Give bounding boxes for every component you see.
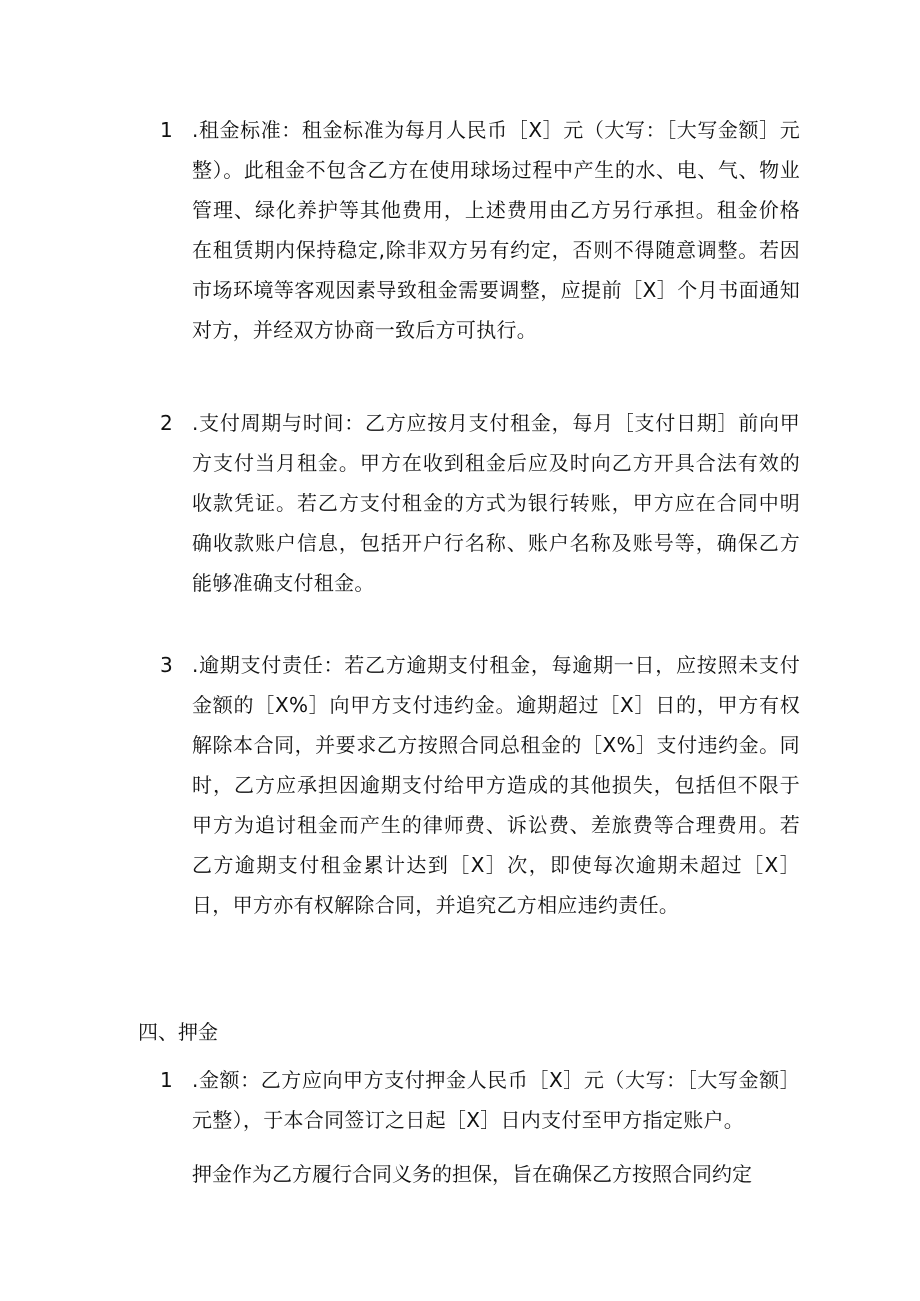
clause-number: 2 bbox=[160, 411, 173, 435]
clause-text: .支付周期与时间：乙方应按月支付租金，每月［支付日期］前向甲方支付当月租金。甲方在收到租金后应及时向乙方开具合法有效的收款凭证。若乙方支付租金的方式为银行转账，甲方应在合同中明确收款账户信息，包括开户行名称、账户名称及账号等，确保乙方能够准确支付租金。 bbox=[192, 411, 800, 595]
late-payment-clause bbox=[160, 645, 800, 925]
clause-number: 3 bbox=[160, 653, 173, 677]
rent-standard-clause bbox=[160, 110, 800, 350]
clause-text: .逾期支付责任：若乙方逾期支付租金，每逾期一日，应按照未支付金额的［X%］向甲方支付违约金。逾期超过［X］日的，甲方有权解除本合同，并要求乙方按照合同总租金的［X%］支付违约金。同时，乙方应承担因逾期支付给甲方造成的其他损失，包括但不限于甲方为追讨租金而产生的律师费、诉讼费、差旅费等合理费用。若乙方逾期支付租金累计达到［X］次，即使每次逾期未超过［X］日，甲方亦有权解除合同，并追究乙方相应违约责任。 bbox=[192, 653, 800, 917]
deposit-purpose-paragraph: 押金作为乙方履行合同义务的担保，旨在确保乙方按照合同约定 bbox=[192, 1162, 752, 1186]
clause-text: .金额：乙方应向甲方支付押金人民币［X］元（大写：［大写金额］元整），于本合同签订之日起［X］日内支付至甲方指定账户。 bbox=[192, 1068, 800, 1132]
deposit-amount-clause bbox=[160, 1060, 800, 1140]
section-heading-deposit: 四、押金 bbox=[138, 1020, 218, 1044]
clause-number: 1 bbox=[160, 118, 173, 142]
clause-number: 1 bbox=[160, 1068, 173, 1092]
payment-cycle-clause bbox=[160, 403, 800, 603]
clause-text: .租金标准：租金标准为每月人民币［X］元（大写：［大写金额］元整）。此租金不包含乙方在使用球场过程中产生的水、电、气、物业管理、绿化养护等其他费用，上述费用由乙方另行承担。租金价格在租赁期内保持稳定,除非双方另有约定，否则不得随意调整。若因市场环境等客观因素导致租金需要调整，应提前［X］个月书面通知对方，并经双方协商一致后方可执行。 bbox=[192, 118, 800, 342]
